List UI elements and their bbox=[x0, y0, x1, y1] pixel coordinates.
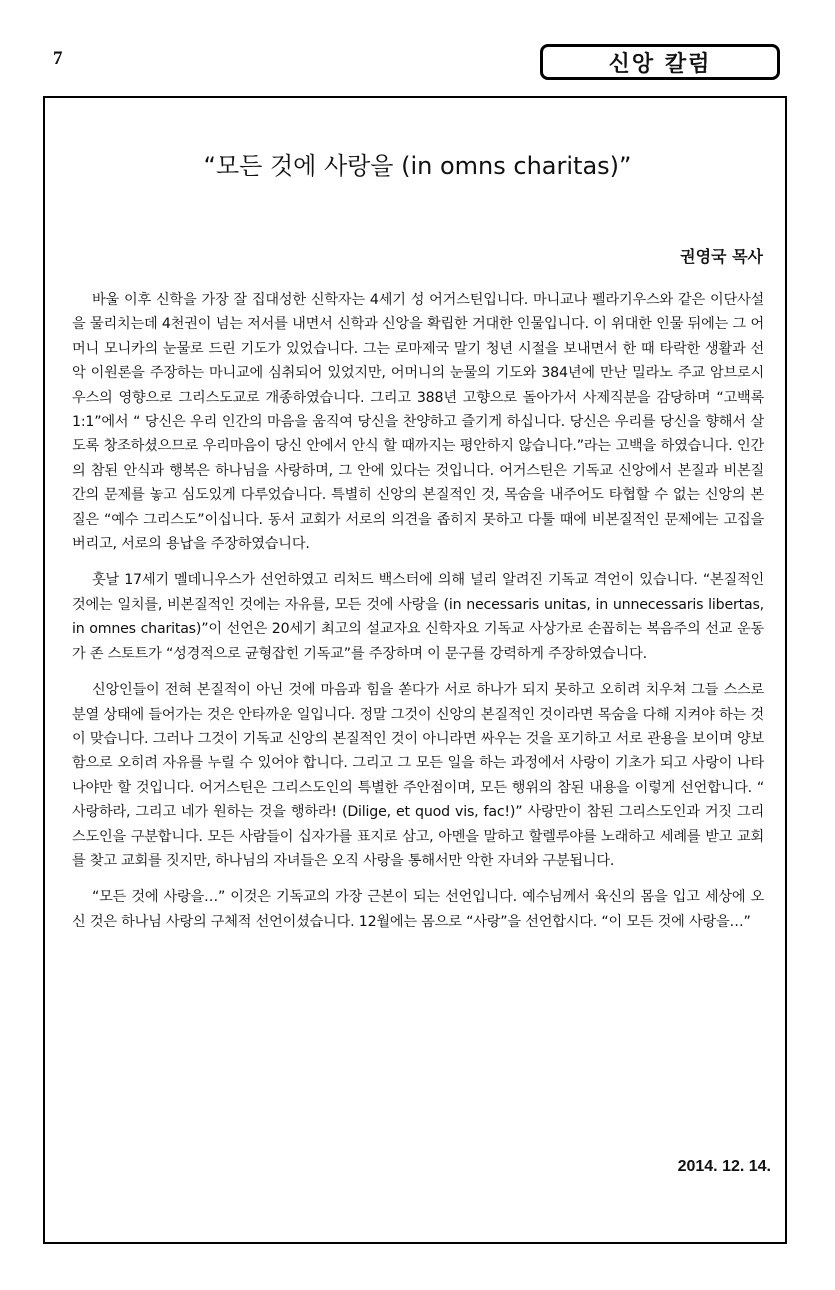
paragraph: 훗날 17세기 멜데니우스가 선언하였고 리처드 백스터에 의해 널리 알려진 기독교 격언이 있습니다. “본질적인 것에는 일치를, 비본질적인 것에는 자유를, 모든 것에 사랑을 (in necessaris unitas, in unnecessaris libertas, in omnes charitas)”이 선언은 20세기 최고의 설교자요 신학자요 기독교 사상가로 손꼽히는 복음주의 선교 운동가 존 스토트가 “성경적으로 균형잡힌 기독교”를 주장하며 이 문구를 강력하게 주장하였습니다. bbox=[72, 572, 764, 662]
section-header-tab: 신앙 칼럼 bbox=[540, 44, 780, 80]
article-author: 권영국 목사 bbox=[680, 247, 763, 266]
paragraph: “모든 것에 사랑을…” 이것은 기독교의 가장 근본이 되는 선언입니다. 예수님께서 육신의 몸을 입고 세상에 오신 것은 하나님 사랑의 구체적 선언이셨습니다. 12월에는 몸으로 “사랑”을 선언합시다. “이 모든 것에 사랑을…” bbox=[72, 889, 764, 930]
paragraph: 신앙인들이 전혀 본질적이 아닌 것에 마음과 힘을 쏟다가 서로 하나가 되지 못하고 오히려 치우쳐 그들 스스로 분열 상태에 들어가는 것은 안타까운 일입니다. 정말 그것이 신앙의 본질적인 것이라면 목숨을 다해 지켜야 하는 것이 맞습니다. 그러나 그것이 기독교 신앙의 본질적인 것이 아니라면 싸우는 것을 포기하고 서로 관용을 보이며 양보함으로 오히려 자유를 누릴 수 있어야 합니다. 그리고 그 모든 일을 하는 과정에서 사랑이 기초가 되고 사랑이 나타나야만 할 것입니다. 어거스틴은 그리스도인의 특별한 주안점이며, 모든 행위의 참된 내용을 이렇게 선언합니다. “ 사랑하라, 그리고 네가 원하는 것을 행하라! (Dilige, et quod vis, fac!)” 사랑만이 참된 그리스도인과 거짓 그리스도인을 구분합니다. 모든 사람들이 십자가를 표지로 삼고, 아멘을 말하고 할렐루야를 노래하고 세례를 받고 교회를 찾고 교회를 짓지만, 하나님의 자녀들은 오직 사랑을 통해서만 악한 자녀와 구분됩니다. bbox=[72, 682, 764, 869]
article-title: “모든 것에 사랑을 (in omns charitas)” bbox=[203, 152, 632, 180]
paragraph: 바울 이후 신학을 가장 잘 집대성한 신학자는 4세기 성 어거스틴입니다. 마니교나 펠라기우스와 같은 이단사설을 물리치는데 4천권이 넘는 저서를 내면서 신학과 신앙을 확립한 거대한 인물입니다. 이 위대한 인물 뒤에는 그 어머니 모니카의 눈물로 드린 기도가 있었습니다. 그는 로마제국 말기 청년 시절을 보내면서 한 때 타락한 생활과 선악 이원론을 주장하는 마니교에 심취되어 있었지만, 어머니의 눈물의 기도와 384년에 만난 밀라노 주교 암브로시우스의 영향으로 그리스도교로 개종하였습니다. 그리고 388년 고향으로 돌아가서 사제직분을 감당하며 “고백록 1:1”에서 “ 당신은 우리 인간의 마음을 움직여 당신을 찬양하고 즐기게 하십니다. 당신은 우리를 당신을 향해서 살도록 창조하셨으므로 우리마음이 당신 안에서 안식 할 때까지는 평안하지 않습니다.”라는 고백을 하였습니다. 인간의 참된 안식과 행복은 하나님을 사랑하며, 그 안에 있다는 것입니다. 어거스틴은 기독교 신앙에서 본질과 비본질 간의 문제를 놓고 심도있게 다루었습니다. 특별히 신앙의 본질적인 것, 목숨을 내주어도 타협할 수 없는 신앙의 본질은 “예수 그리스도”이십니다. 동서 교회가 서로의 의견을 좁히지 못하고 다툴 때에 비본질적인 문제에는 고집을 버리고, 서로의 용납을 주장하였습니다. bbox=[72, 292, 764, 553]
article-date: 2014. 12. 14. bbox=[677, 1158, 771, 1175]
article-body bbox=[72, 288, 764, 946]
page-number: 7 bbox=[53, 48, 63, 69]
